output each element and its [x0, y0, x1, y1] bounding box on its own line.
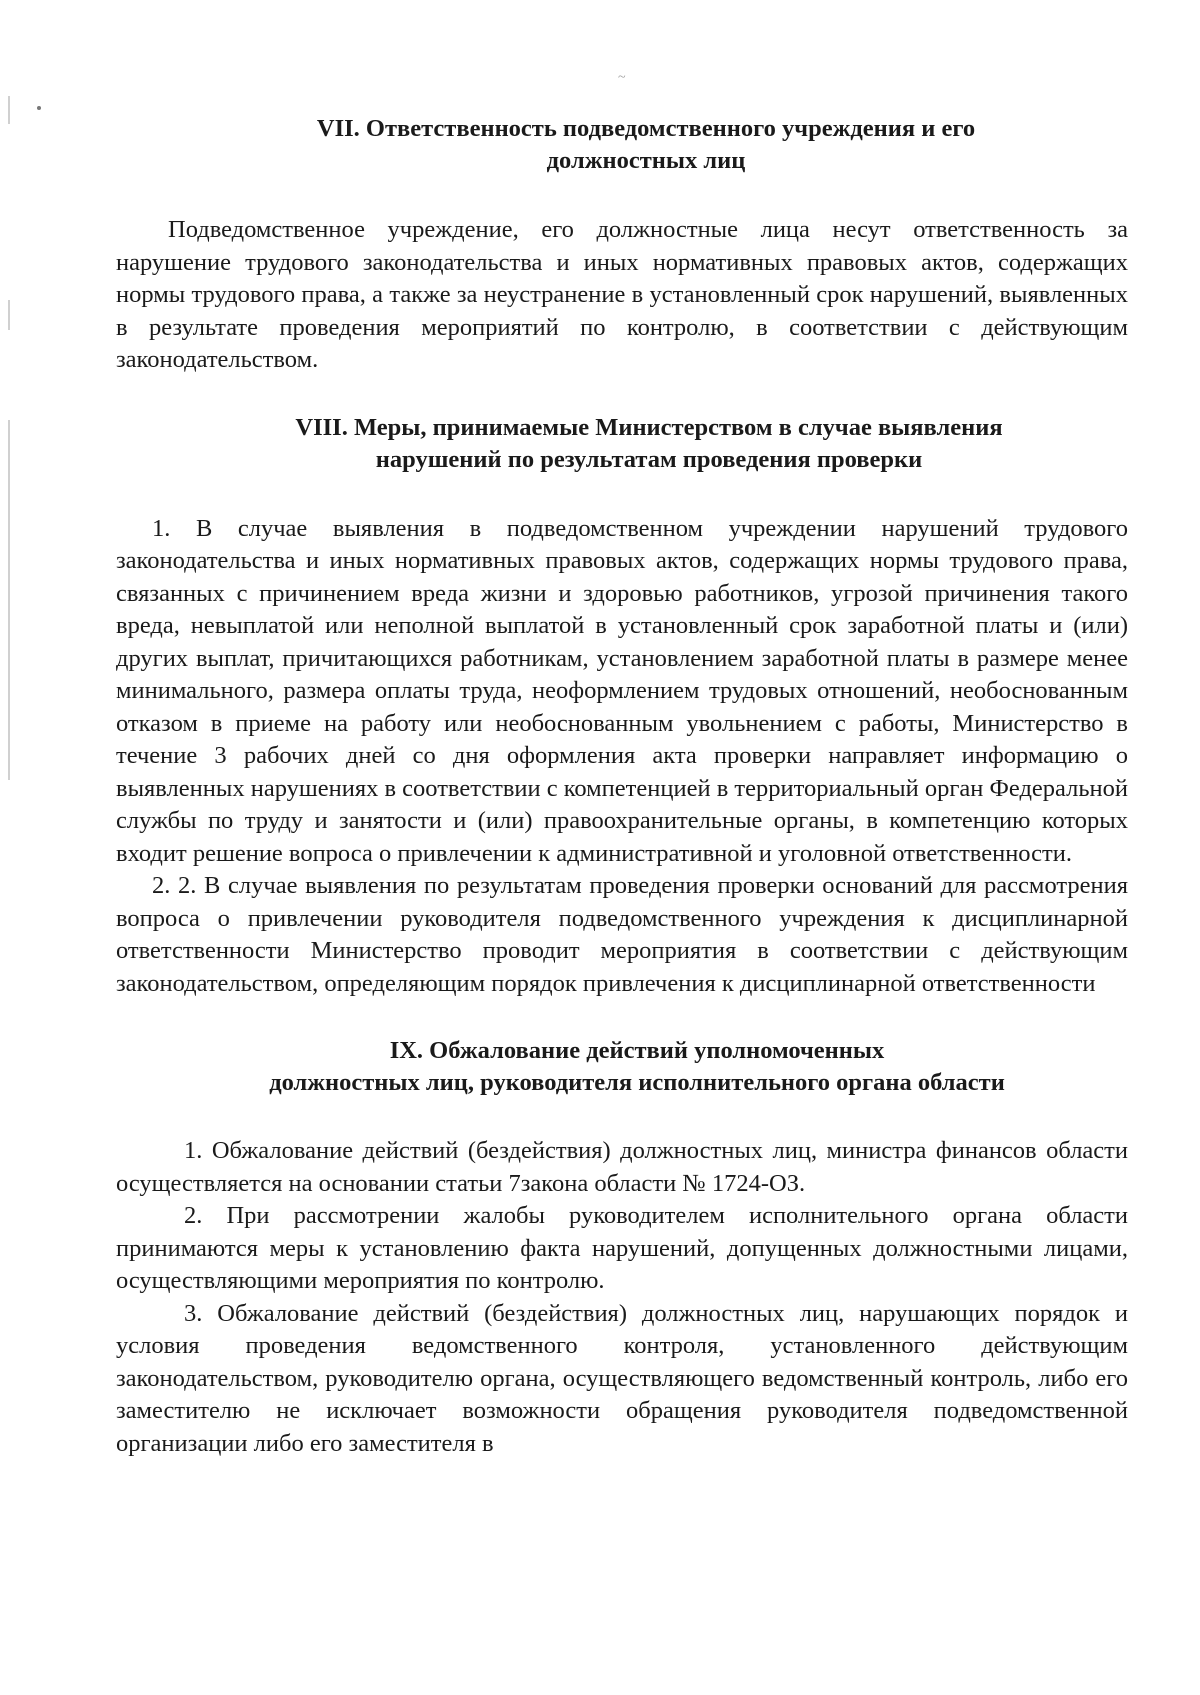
section-7-paragraph-1: Подведомственное учреждение, его должностные лица несут ответственность за нарушение трудового законодательства и иных нормативных правовых актов, содержащих нормы трудового права, а также за неустранение в установленный срок нарушений, выявленных в результате проведения мероприятий по контролю, в соответствии с действующим законодательством.	[116, 216, 1128, 373]
section-8-heading	[116, 412, 1128, 476]
scan-dot	[37, 106, 41, 110]
section-9-heading-line-2: должностных лиц, руководителя исполнительного органа области	[269, 1069, 1005, 1096]
section-7-heading-line-1: VII. Ответственность подведомственного учреждения и его	[316, 115, 976, 142]
document-body	[116, 113, 1128, 1460]
section-8-paragraph-2: 2. 2. В случае выявления по результатам проведения проверки оснований для рассмотрения вопроса о привлечении руководителя подведомственного учреждения к дисциплинарной ответственности Министерство проводит мероприятия в соответствии с действующим законодательством, определяющим порядок привлечения к дисциплинарной ответственности	[116, 872, 1128, 997]
page-number-mark: ~	[618, 70, 626, 85]
scan-edge-mark	[8, 96, 10, 124]
section-8-paragraph-1: 1. В случае выявления в подведомственном учреждении нарушений трудового законодательства и иных нормативных правовых актов, содержащих нормы трудового права, связанных с причинением вреда жизни и здоровью работников, угрозой причинения такого вреда, невыплатой или неполной выплатой в установленный срок заработной платы и (или) других выплат, причитающихся работникам, установлением заработной платы в размере менее минимального, размера оплаты труда, неоформлением трудовых отношений, необоснованным отказом в приеме на работу или необоснованным увольнением с работы, Министерство в течение 3 рабочих дней со дня оформления акта проверки направляет информацию о выявленных нарушениях в соответствии с компетенцией в территориальный орган Федеральной службы по труду и занятости и (или) правоохранительные органы, в компетенцию которых входит решение вопроса о привлечении к административной и уголовной ответственности.	[116, 514, 1128, 867]
section-8-heading-line-2: нарушений по результатам проведения проверки	[375, 445, 923, 473]
section-7-heading	[116, 113, 1128, 177]
section-9-heading	[116, 1035, 1128, 1099]
section-8-heading-line-1: VIII. Меры, принимаемые Министерством в случае выявления	[295, 413, 1003, 441]
section-9-paragraph-3: 3. Обжалование действий (бездействия) должностных лиц, нарушающих порядок и условия проведения ведомственного контроля, установленного действующим законодательством, руководителю органа, осуществляющего ведомственный контроль, либо его заместителю не исключает возможности обращения руководителя подведомственной организации либо его заместителя в	[116, 1299, 1128, 1457]
scan-edge-mark	[8, 420, 10, 780]
section-7-heading-line-2: должностных лиц	[546, 147, 746, 174]
section-9-paragraph-1: 1. Обжалование действий (бездействия) должностных лиц, министра финансов области осуществляется на основании статьи 7закона области № 1724-ОЗ.	[116, 1137, 1128, 1197]
scan-edge-mark	[8, 300, 10, 330]
section-9-paragraph-2: 2. При рассмотрении жалобы руководителем исполнительного органа области принимаются меры к установлению факта нарушений, допущенных должностными лицами, осуществляющими мероприятия по контролю.	[116, 1202, 1128, 1294]
section-9-heading-line-1: IX. Обжалование действий уполномоченных	[389, 1037, 885, 1064]
